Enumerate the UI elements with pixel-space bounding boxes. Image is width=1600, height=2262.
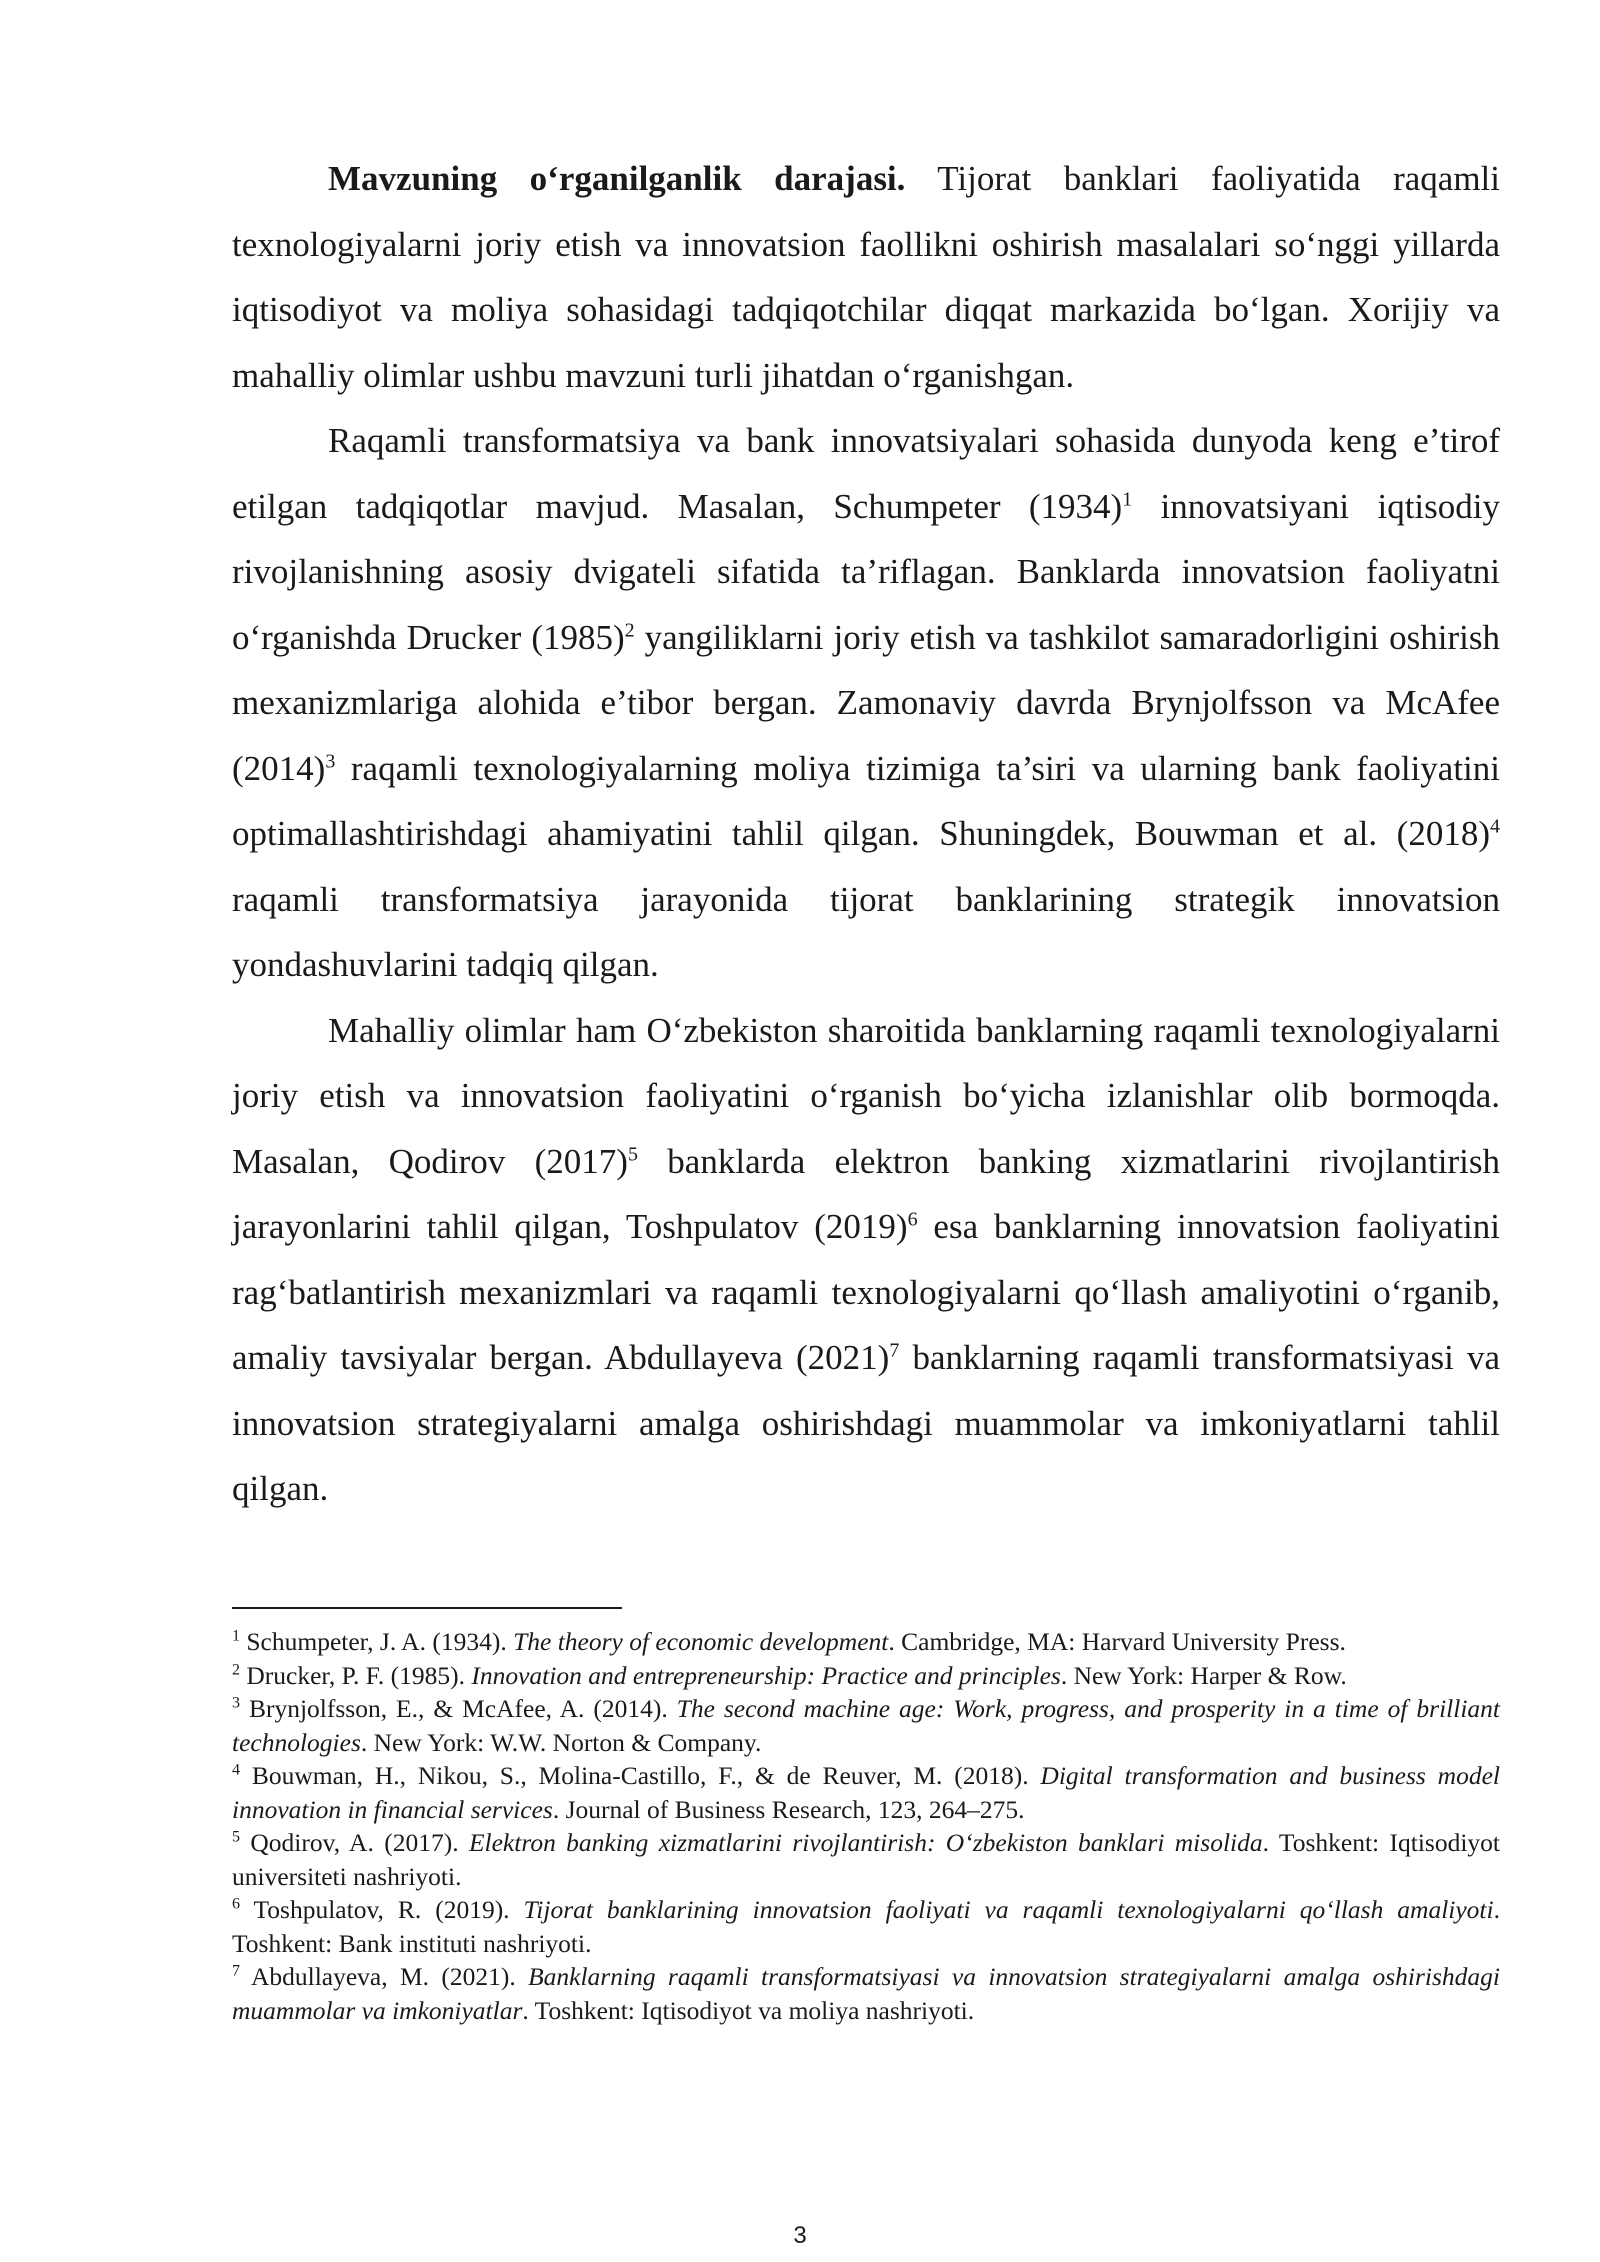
footnote-author: Toshpulatov, R. (2019). — [240, 1895, 524, 1924]
footnote-title: Elektron banking xizmatlarini rivojlantirish: O‘zbekiston banklari misolida — [468, 1828, 1263, 1857]
paragraph-text: raqamli texnologiyalarning moliya tizimiga ta’siri va ularning bank faoliyatini optimallashtirishdagi ahamiyatini tahlil qilgan. Shuningdek, Bouwman et al. (2018) — [232, 748, 1500, 853]
paragraph-intro — [232, 146, 1500, 408]
footnote-title: Digital transformation and business model innovation in financial services — [232, 1761, 1500, 1824]
footnote-author: Drucker, P. F. (1985). — [240, 1660, 472, 1690]
footnote-publisher: . Toshkent: Iqtisodiyot va moliya nashriyoti. — [522, 1995, 975, 2025]
footnote-publisher: . Journal of Business Research, 123, 264–275. — [552, 1794, 1025, 1824]
footnote-ref[interactable]: 4 — [1490, 815, 1500, 838]
footnote-title: The second machine age: Work, progress, and prosperity in a time of brilliant technologies — [232, 1694, 1500, 1757]
footnote-number: 3 — [232, 1694, 240, 1712]
footnote-number: 2 — [232, 1661, 240, 1678]
footnote-author: Schumpeter, J. A. (1934). — [240, 1627, 514, 1656]
section-heading: Mavzuning o‘rganilganlik darajasi. — [328, 159, 906, 198]
paragraph-text: raqamli transformatsiya jarayonida tijorat banklarining strategik innovatsion yondashuvlarini tadqiq qilgan. — [232, 879, 1500, 984]
footnote-4 — [232, 1759, 1500, 1826]
footnote-author: Brynjolfsson, E., & McAfee, A. (2014). — [240, 1694, 677, 1723]
document-body — [232, 146, 1500, 1522]
footnote-ref[interactable]: 2 — [624, 618, 635, 641]
footnote-number: 7 — [232, 1962, 240, 1980]
footnote-number: 6 — [232, 1895, 240, 1913]
paragraph-text: Raqamli transformatsiya va bank innovatsiyalari sohasida dunyoda keng e’tirof etilgan tadqiqotlar mavjud. Masalan, Schumpeter (1934) — [232, 421, 1500, 526]
paragraph-local-research — [232, 998, 1500, 1522]
footnote-5 — [232, 1826, 1500, 1893]
paragraph-text: Mahalliy olimlar ham O‘zbekiston sharoitida banklarning raqamli texnologiyalarni joriy etish va innovatsion faoliyatini o‘rganish bo‘yicha izlanishlar olib bormoqda. Masalan, Qodirov (2017) — [232, 1010, 1500, 1181]
footnote-publisher: . New York: Harper & Row. — [1060, 1660, 1347, 1690]
footnote-title: Innovation and entrepreneurship: Practice and principles — [471, 1660, 1061, 1690]
footnote-3 — [232, 1692, 1500, 1759]
paragraph-text: banklarning raqamli transformatsiyasi va innovatsion strategiyalarni amalga oshirishdagi muammolar va imkoniyatlarni tahlil qilgan. — [232, 1338, 1500, 1508]
footnote-ref[interactable]: 3 — [325, 749, 336, 772]
footnote-title: The theory of economic development — [513, 1627, 889, 1656]
footnote-number: 4 — [232, 1761, 240, 1779]
footnote-ref[interactable]: 7 — [889, 1339, 900, 1362]
footnote-publisher: . Cambridge, MA: Harvard University Press. — [888, 1627, 1346, 1656]
footnote-publisher: . Toshkent: Iqtisodiyot universiteti nashriyoti. — [232, 1828, 1500, 1891]
paragraph-text: yangiliklarni joriy etish va tashkilot samaradorligini oshirish mexanizmlariga alohida e’tibor bergan. Zamonaviy davrda Brynjolfsson va McAfee (2014) — [232, 617, 1500, 788]
footnote-author: Abdullayeva, M. (2021). — [240, 1962, 529, 1991]
footnote-number: 1 — [232, 1627, 240, 1645]
footnote-6 — [232, 1893, 1500, 1960]
footnote-ref[interactable]: 6 — [907, 1208, 918, 1231]
footnotes — [232, 1625, 1500, 2027]
page-number: 3 — [793, 2222, 807, 2249]
footnote-author: Qodirov, A. (2017). — [240, 1828, 469, 1857]
footnote-author: Bouwman, H., Nikou, S., Molina-Castillo, F., & de Reuver, M. (2018). — [240, 1761, 1041, 1790]
footnote-number: 5 — [232, 1828, 240, 1846]
paragraph-text: innovatsiyani iqtisodiy rivojlanishning asosiy dvigateli sifatida ta’riflagan. Banklarda innovatsion faoliyatni o‘rganishda Drucker (1985) — [232, 486, 1501, 657]
paragraph-foreign-research — [232, 408, 1500, 998]
footnote-7 — [232, 1960, 1500, 2027]
footnote-ref[interactable]: 5 — [627, 1142, 638, 1165]
footnote-publisher: . Toshkent: Bank instituti nashriyoti. — [232, 1895, 1500, 1958]
paragraph-text: esa banklarning innovatsion faoliyatini rag‘batlantirish mexanizmlari va raqamli texnologiyalarni qo‘llash amaliyotini o‘rganib, amaliy tavsiyalar bergan. Abdullayeva (2021) — [232, 1207, 1500, 1377]
footnote-separator — [232, 1607, 622, 1609]
footnote-title: Banklarning raqamli transformatsiyasi va innovatsion strategiyalarni amalga oshirishdagi muammolar va imkoniyatlar — [232, 1962, 1500, 2025]
paragraph-text: banklarda elektron banking xizmatlarini rivojlantirish jarayonlarini tahlil qilgan, Toshpulatov (2019) — [232, 1141, 1500, 1246]
footnote-publisher: . New York: W.W. Norton & Company. — [360, 1727, 762, 1757]
footnote-1 — [232, 1625, 1500, 1659]
footnote-ref[interactable]: 1 — [1122, 487, 1133, 510]
footnote-title: Tijorat banklarining innovatsion faoliyati va raqamli texnologiyalarni qo‘llash amaliyoti — [523, 1895, 1494, 1924]
paragraph-text: Tijorat banklari faoliyatida raqamli texnologiyalarni joriy etish va innovatsion faollikni oshirish masalalari so‘nggi yillarda iqtisodiyot va moliya sohasidagi tadqiqotchilar diqqat markazida bo‘lgan. Xorijiy va mahalliy olimlar ushbu mavzuni turli jihatdan o‘rganishgan. — [232, 159, 1501, 395]
footnote-2 — [232, 1659, 1500, 1693]
